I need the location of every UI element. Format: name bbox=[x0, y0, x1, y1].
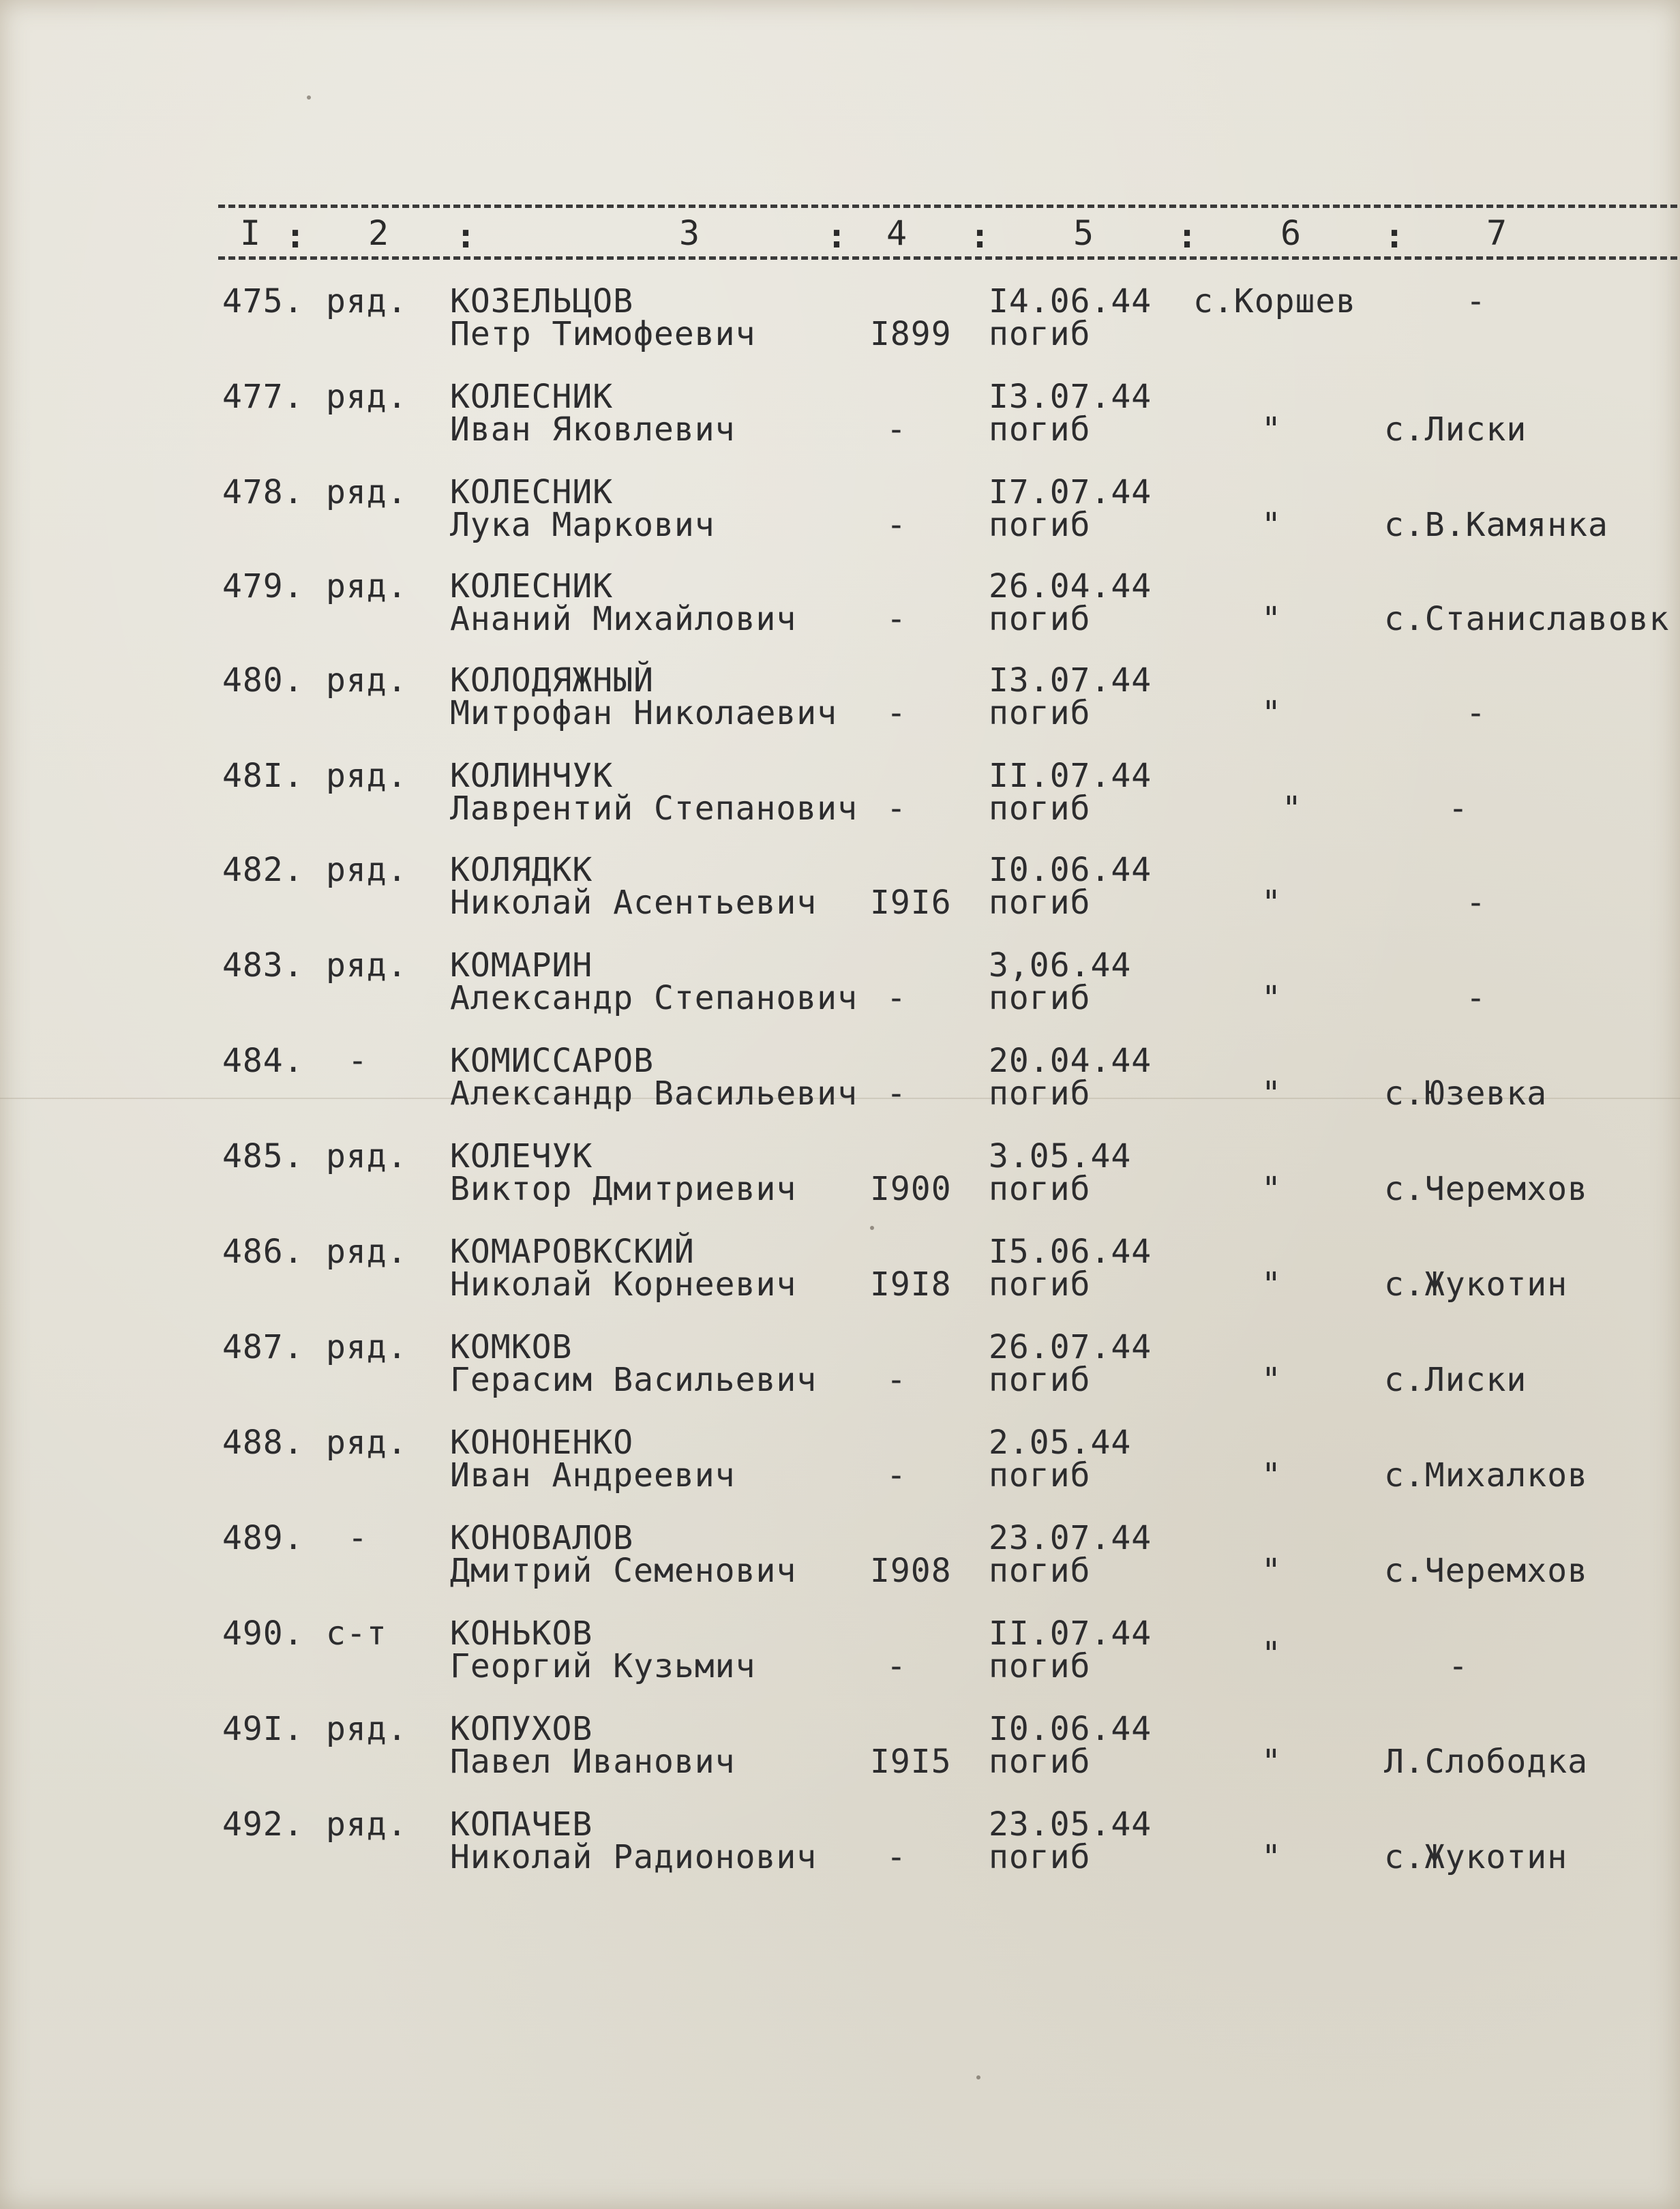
death-date: II.07.44 bbox=[989, 757, 1152, 795]
birth-year: - bbox=[886, 979, 907, 1017]
rank: ряд. bbox=[326, 1805, 408, 1844]
header-col-2: 2 bbox=[368, 213, 389, 253]
birth-year: - bbox=[886, 790, 907, 828]
surname: КОЛЕЧУК bbox=[450, 1137, 593, 1175]
header-separator: : bbox=[455, 216, 477, 256]
death-date: I5.06.44 bbox=[989, 1233, 1152, 1271]
column-6-value: " bbox=[1282, 790, 1302, 828]
rank: ряд. bbox=[326, 1710, 408, 1748]
birth-year: I899 bbox=[870, 315, 952, 353]
status: погиб bbox=[989, 1075, 1091, 1113]
column-6-value: " bbox=[1261, 1361, 1282, 1399]
given-name: Иван Андреевич bbox=[450, 1456, 736, 1494]
column-6-value: " bbox=[1261, 1456, 1282, 1494]
column-6-value: " bbox=[1261, 1265, 1282, 1304]
surname: КОНОВАЛОВ bbox=[450, 1519, 634, 1557]
header-col-4: 4 bbox=[886, 213, 907, 253]
row-number: 485. bbox=[222, 1137, 304, 1175]
table-row bbox=[0, 1234, 1680, 1327]
header-col-3: 3 bbox=[679, 213, 700, 253]
status: погиб bbox=[989, 1361, 1091, 1399]
rank: ряд. bbox=[326, 1137, 408, 1175]
row-number: 482. bbox=[222, 851, 304, 889]
header-separator: : bbox=[826, 216, 847, 256]
column-6-value: " bbox=[1261, 694, 1282, 732]
column-6-value: " bbox=[1261, 1170, 1282, 1208]
column-7-value: с.Жукотин bbox=[1384, 1838, 1568, 1876]
death-date: I3.07.44 bbox=[989, 378, 1152, 416]
table-row bbox=[0, 475, 1680, 567]
death-date: I0.06.44 bbox=[989, 851, 1152, 889]
table-row bbox=[0, 852, 1680, 945]
column-7-value: с.В.Камянка bbox=[1384, 506, 1608, 544]
rank: ряд. bbox=[326, 378, 408, 416]
death-date: 23.05.44 bbox=[989, 1805, 1152, 1844]
column-7-value: с.Черемхов bbox=[1384, 1552, 1588, 1590]
table-row bbox=[0, 1425, 1680, 1518]
header-col-7: 7 bbox=[1486, 213, 1508, 253]
given-name: Николай Асентьевич bbox=[450, 884, 817, 922]
header-col-1: I bbox=[240, 213, 261, 253]
column-6-value: " bbox=[1261, 410, 1282, 449]
status: погиб bbox=[989, 1552, 1091, 1590]
column-7-value: с.Лиски bbox=[1384, 410, 1527, 449]
surname: КОЛЕСНИК bbox=[450, 473, 614, 511]
birth-year: I9I5 bbox=[870, 1743, 952, 1781]
row-number: 490. bbox=[222, 1614, 304, 1653]
rank: ряд. bbox=[326, 757, 408, 795]
header-col-6: 6 bbox=[1280, 213, 1302, 253]
surname: КОЛИНЧУК bbox=[450, 757, 614, 795]
column-6-value: " bbox=[1261, 506, 1282, 544]
table-row bbox=[0, 1711, 1680, 1804]
surname: КОМИССАРОВ bbox=[450, 1042, 654, 1080]
table-row bbox=[0, 1520, 1680, 1613]
given-name: Герасим Васильевич bbox=[450, 1361, 817, 1399]
column-7-value: с.Станиславовк bbox=[1384, 600, 1670, 638]
birth-year: - bbox=[886, 1456, 907, 1494]
given-name: Митрофан Николаевич bbox=[450, 694, 838, 732]
given-name: Лука Маркович bbox=[450, 506, 715, 544]
row-number: 49I. bbox=[222, 1710, 304, 1748]
rank: ряд. bbox=[326, 567, 408, 605]
status: погиб bbox=[989, 410, 1091, 449]
given-name: Петр Тимофеевич bbox=[450, 315, 756, 353]
given-name: Георгий Кузьмич bbox=[450, 1647, 756, 1685]
birth-year: I908 bbox=[870, 1552, 952, 1590]
table-row bbox=[0, 758, 1680, 851]
given-name: Лаврентий Степанович bbox=[450, 790, 858, 828]
birth-year: - bbox=[886, 410, 907, 449]
status: погиб bbox=[989, 506, 1091, 544]
status: погиб bbox=[989, 979, 1091, 1017]
given-name: Виктор Дмитриевич bbox=[450, 1170, 797, 1208]
given-name: Дмитрий Семенович bbox=[450, 1552, 797, 1590]
death-date: I0.06.44 bbox=[989, 1710, 1152, 1748]
column-6-value: с.Коршев bbox=[1193, 282, 1357, 320]
rank: с-т bbox=[326, 1614, 387, 1653]
status: погиб bbox=[989, 315, 1091, 353]
surname: КОЛЕСНИК bbox=[450, 378, 614, 416]
row-number: 48I. bbox=[222, 757, 304, 795]
surname: КОМАРИН bbox=[450, 946, 593, 985]
surname: КОПАЧЕВ bbox=[450, 1805, 593, 1844]
status: погиб bbox=[989, 1743, 1091, 1781]
birth-year: - bbox=[886, 1075, 907, 1113]
header-separator: : bbox=[1177, 216, 1198, 256]
row-number: 475. bbox=[222, 282, 304, 320]
rank: ряд. bbox=[326, 1328, 408, 1366]
given-name: Павел Иванович bbox=[450, 1743, 736, 1781]
row-number: 488. bbox=[222, 1424, 304, 1462]
row-number: 480. bbox=[222, 661, 304, 700]
row-number: 478. bbox=[222, 473, 304, 511]
death-date: I4.06.44 bbox=[989, 282, 1152, 320]
table-row bbox=[0, 1807, 1680, 1899]
column-7-value: - bbox=[1448, 1647, 1469, 1685]
row-number: 484. bbox=[222, 1042, 304, 1080]
header-col-5: 5 bbox=[1073, 213, 1094, 253]
given-name: Александр Васильевич bbox=[450, 1075, 858, 1113]
paper-speck bbox=[870, 1226, 874, 1230]
surname: КОПУХОВ bbox=[450, 1710, 593, 1748]
surname: КОНЬКОВ bbox=[450, 1614, 593, 1653]
table-row bbox=[0, 1139, 1680, 1231]
birth-year: - bbox=[886, 506, 907, 544]
column-7-value: с.Лиски bbox=[1384, 1361, 1527, 1399]
surname: КОМАРОВКСКИЙ bbox=[450, 1233, 695, 1271]
header-top-dashed-line bbox=[218, 205, 1677, 208]
rank: ряд. bbox=[326, 851, 408, 889]
row-number: 489. bbox=[222, 1519, 304, 1557]
given-name: Николай Радионович bbox=[450, 1838, 817, 1876]
rank: ряд. bbox=[326, 473, 408, 511]
column-6-value: " bbox=[1261, 1838, 1282, 1876]
birth-year: - bbox=[886, 1647, 907, 1685]
table-row bbox=[0, 948, 1680, 1040]
column-6-value: " bbox=[1261, 1635, 1282, 1673]
given-name: Ананий Михайлович bbox=[450, 600, 797, 638]
column-7-value: - bbox=[1466, 979, 1486, 1017]
column-6-value: " bbox=[1261, 979, 1282, 1017]
surname: КОНОНЕНКО bbox=[450, 1424, 634, 1462]
column-7-value: - bbox=[1466, 884, 1486, 922]
death-date: 23.07.44 bbox=[989, 1519, 1152, 1557]
death-date: 3.05.44 bbox=[989, 1137, 1132, 1175]
header-separator: : bbox=[970, 216, 991, 256]
column-7-value: с.Михалков bbox=[1384, 1456, 1588, 1494]
surname: КОЛОДЯЖНЫЙ bbox=[450, 661, 654, 700]
column-7-value: с.Юзевка bbox=[1384, 1075, 1548, 1113]
death-date: 2.05.44 bbox=[989, 1424, 1132, 1462]
birth-year: I9I8 bbox=[870, 1265, 952, 1304]
rank: ряд. bbox=[326, 1233, 408, 1271]
death-date: 26.04.44 bbox=[989, 567, 1152, 605]
rank: ряд. bbox=[326, 661, 408, 700]
rank: ряд. bbox=[326, 946, 408, 985]
table-row bbox=[0, 663, 1680, 755]
status: погиб bbox=[989, 1456, 1091, 1494]
rank: ряд. bbox=[326, 1424, 408, 1462]
column-7-value: Л.Слободка bbox=[1384, 1743, 1588, 1781]
paper-speck bbox=[976, 2075, 980, 2079]
column-7-value: - bbox=[1448, 790, 1469, 828]
death-date: I7.07.44 bbox=[989, 473, 1152, 511]
surname: КОЛЕСНИК bbox=[450, 567, 614, 605]
table-row bbox=[0, 1043, 1680, 1136]
table-row bbox=[0, 569, 1680, 661]
row-number: 487. bbox=[222, 1328, 304, 1366]
surname: КОЛЯДКК bbox=[450, 851, 593, 889]
birth-year: - bbox=[886, 1361, 907, 1399]
table-row bbox=[0, 284, 1680, 376]
death-date: 20.04.44 bbox=[989, 1042, 1152, 1080]
status: погиб bbox=[989, 790, 1091, 828]
header-separator: : bbox=[285, 216, 306, 256]
row-number: 479. bbox=[222, 567, 304, 605]
status: погиб bbox=[989, 600, 1091, 638]
status: погиб bbox=[989, 1838, 1091, 1876]
column-7-value: - bbox=[1466, 694, 1486, 732]
birth-year: I900 bbox=[870, 1170, 952, 1208]
column-6-value: " bbox=[1261, 1075, 1282, 1113]
column-6-value: " bbox=[1261, 1552, 1282, 1590]
status: погиб bbox=[989, 1170, 1091, 1208]
column-6-value: " bbox=[1261, 1743, 1282, 1781]
birth-year: - bbox=[886, 600, 907, 638]
rank: - bbox=[348, 1042, 368, 1080]
rank: ряд. bbox=[326, 282, 408, 320]
row-number: 486. bbox=[222, 1233, 304, 1271]
table-row bbox=[0, 1616, 1680, 1709]
row-number: 477. bbox=[222, 378, 304, 416]
birth-year: - bbox=[886, 694, 907, 732]
death-date: 26.07.44 bbox=[989, 1328, 1152, 1366]
status: погиб bbox=[989, 1647, 1091, 1685]
given-name: Иван Яковлевич bbox=[450, 410, 736, 449]
birth-year: - bbox=[886, 1838, 907, 1876]
header-separator: : bbox=[1384, 216, 1405, 256]
rank: - bbox=[348, 1519, 368, 1557]
paper-speck bbox=[307, 95, 311, 100]
table-row bbox=[0, 1329, 1680, 1422]
given-name: Николай Корнеевич bbox=[450, 1265, 797, 1304]
surname: КОЗЕЛЬЦОВ bbox=[450, 282, 634, 320]
row-number: 483. bbox=[222, 946, 304, 985]
given-name: Александр Степанович bbox=[450, 979, 858, 1017]
death-date: II.07.44 bbox=[989, 1614, 1152, 1653]
death-date: 3,06.44 bbox=[989, 946, 1132, 985]
birth-year: I9I6 bbox=[870, 884, 952, 922]
column-6-value: " bbox=[1261, 600, 1282, 638]
status: погиб bbox=[989, 694, 1091, 732]
column-6-value: " bbox=[1261, 884, 1282, 922]
status: погиб bbox=[989, 884, 1091, 922]
table-row bbox=[0, 379, 1680, 472]
column-7-value: - bbox=[1466, 282, 1486, 320]
status: погиб bbox=[989, 1265, 1091, 1304]
row-number: 492. bbox=[222, 1805, 304, 1844]
column-7-value: с.Жукотин bbox=[1384, 1265, 1568, 1304]
surname: КОМКОВ bbox=[450, 1328, 573, 1366]
death-date: I3.07.44 bbox=[989, 661, 1152, 700]
column-7-value: с.Черемхов bbox=[1384, 1170, 1588, 1208]
header-bottom-dashed-line bbox=[218, 256, 1677, 260]
